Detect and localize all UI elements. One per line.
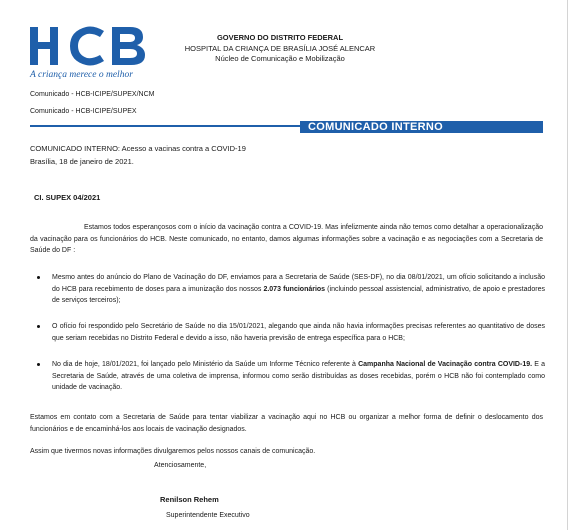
banner-title: COMUNICADO INTERNO — [308, 121, 443, 133]
subject-line: COMUNICADO INTERNO: Acesso a vacinas contra a COVID-19 — [30, 144, 246, 153]
sign-off: Atenciosamente, — [154, 462, 207, 469]
logo-tagline: A criança merece o melhor — [30, 70, 133, 80]
closing-paragraph: Estamos em contato com a Secretaria de Saúde para tentar viabilizar a vacinação aqui no HCB ou organizar a melhor forma de definir o deslocamento dos funcionários e de encaminhá-los aos locais de vacinação designados. — [30, 414, 543, 433]
bullet-item: Mesmo antes do anúncio do Plano de Vacinação do DF, enviamos para a Secretaria de Saúde (SES-DF), no dia 08/01/2021, um ofício solicitando a inclusão do HCB para recebimento de doses para a imunização dos nossos 2.073 funcionários (incluindo pessoal assistencial, administrativo, de apoio e prestadores de serviços terceiros); — [52, 274, 545, 304]
government-name: GOVERNO DO DISTRITO FEDERAL — [216, 33, 344, 42]
bullet-item: O ofício foi respondido pelo Secretário de Saúde no dia 15/01/2021, alegando que ainda não havia informações precisas referentes ao quantitativo de doses que seriam recebidas no Distrito Federal e devido a isso, não haveria previsão de entrega específica para o HCB; — [52, 323, 545, 342]
signatory-role: Superintendente Executivo — [166, 512, 250, 519]
followup-paragraph: Assim que tivermos novas informações divulgaremos pelos nossos canais de comunicação. — [30, 448, 316, 455]
hospital-name: HOSPITAL DA CRIANÇA DE BRASÍLIA JOSÉ ALENCAR — [184, 43, 376, 53]
reference-line: Comunicado - HCB-ICIPE/SUPEX — [30, 108, 137, 115]
intro-paragraph: Estamos todos esperançosos com o início da vacinação contra a COVID-19. Mas infelizmente ainda não temos como detalhar a operacionalização da vacinação para os funcionários do HCB. Neste comunicado, no entanto, damos algumas informações sobre a vacinação e as negociações com a Secretaria de Saúde do DF : — [30, 224, 543, 254]
hcb-logo — [30, 24, 148, 68]
department-name: Núcleo de Comunicação e Mobilização — [215, 54, 345, 63]
ci-number: CI. SUPEX 04/2021 — [34, 193, 101, 202]
reference-line: Comunicado - HCB-ICIPE/SUPEX/NCM — [30, 91, 155, 98]
page-edge — [567, 0, 568, 530]
bullet-icon — [37, 325, 40, 328]
document-date: Brasília, 18 de janeiro de 2021. — [30, 157, 134, 166]
institution-header — [180, 33, 380, 65]
bullet-icon — [37, 276, 40, 279]
bullet-icon — [37, 363, 40, 366]
hcb-logo-graphic — [30, 24, 148, 68]
signatory-name: Renilson Rehem — [160, 495, 219, 504]
banner-rule — [30, 125, 300, 127]
bullet-item: No dia de hoje, 18/01/2021, foi lançado pelo Ministério da Saúde um Informe Técnico referente à Campanha Nacional de Vacinação contra COVID-19. E a Secretaria de Saúde, através de uma coletiva de imprensa, informou como serão distribuídas as doses recebidas, porém o HCB não foi contemplado como unidade de vacinação. — [52, 361, 545, 391]
